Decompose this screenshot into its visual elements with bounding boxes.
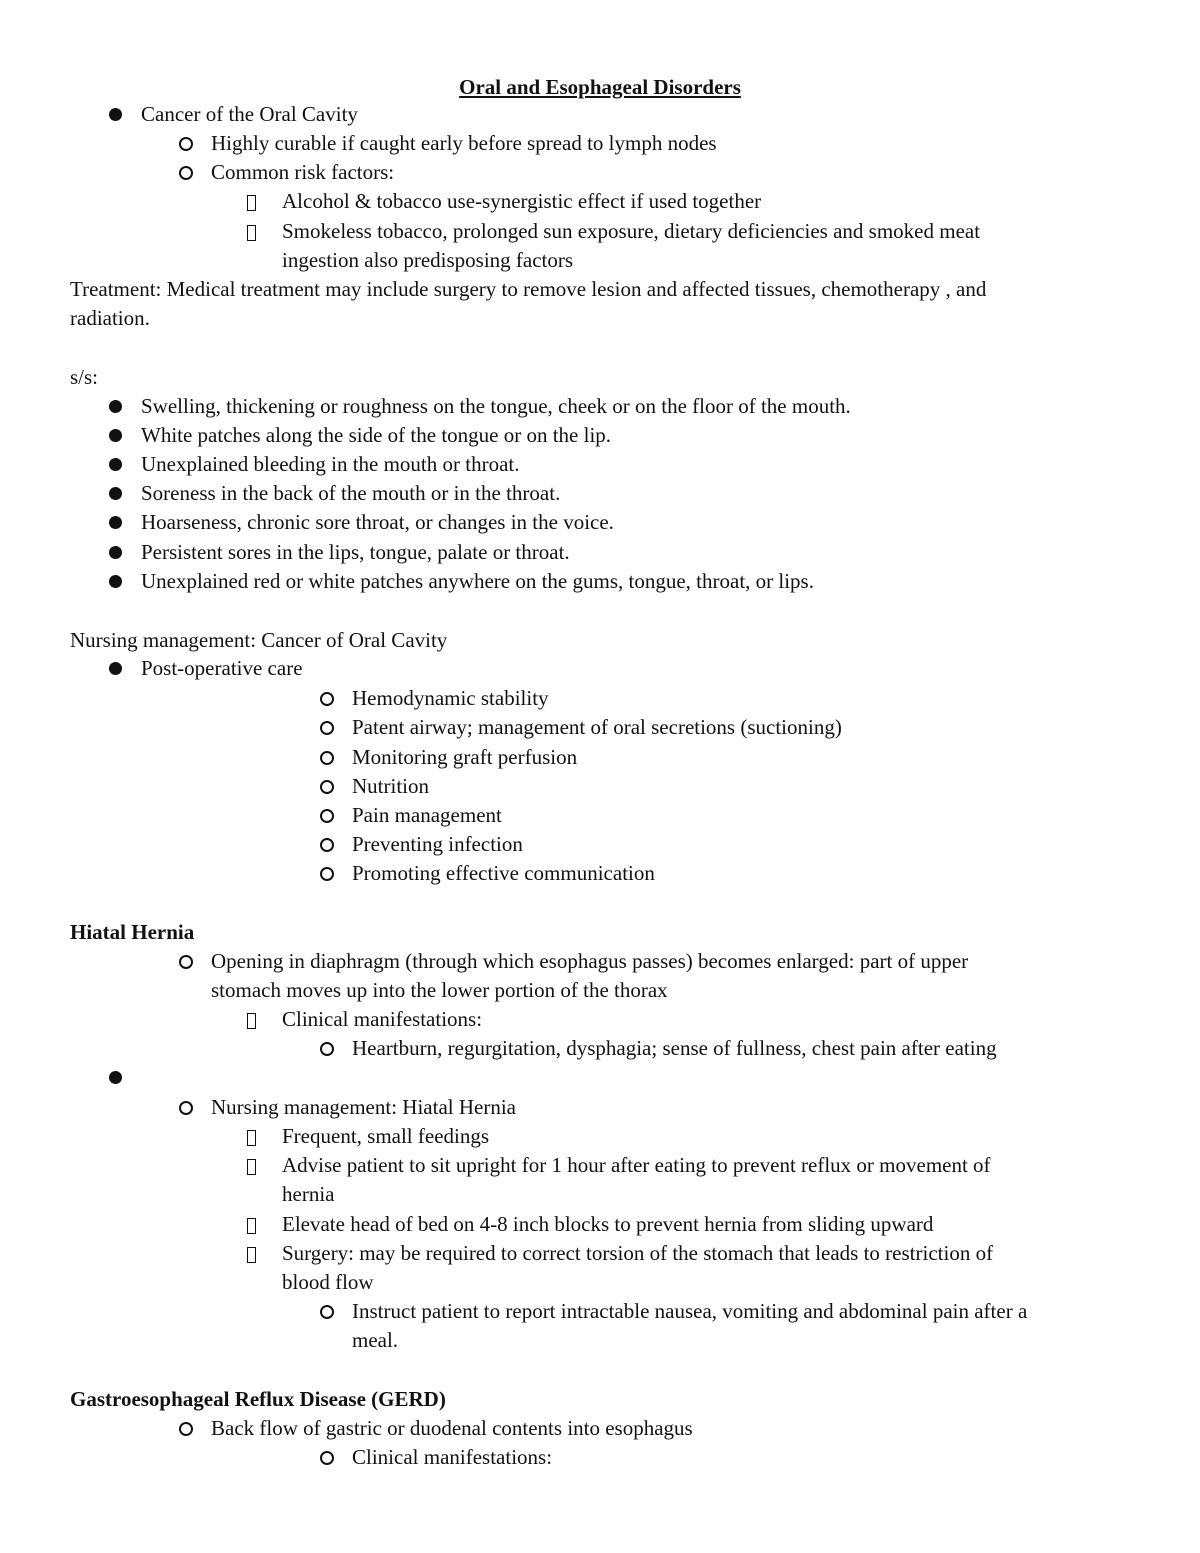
list-item-continuation: stomach moves up into the lower portion of the thorax bbox=[211, 978, 668, 1002]
bullet-disc-icon bbox=[109, 662, 122, 675]
list-item: Unexplained red or white patches anywhere on the gums, tongue, throat, or lips. bbox=[141, 569, 814, 593]
bullet-circle-icon bbox=[179, 1101, 193, 1115]
list-item: Post-operative care bbox=[141, 656, 303, 680]
section-heading-oral-cancer: Cancer of the Oral Cavity bbox=[141, 102, 358, 126]
bullet-disc-icon bbox=[109, 458, 122, 471]
bullet-square-icon bbox=[247, 1247, 256, 1263]
bullet-square-icon bbox=[247, 1013, 256, 1029]
bullet-disc-icon bbox=[109, 575, 122, 588]
list-item: Swelling, thickening or roughness on the tongue, cheek or on the floor of the mouth. bbox=[141, 394, 851, 418]
list-item: Frequent, small feedings bbox=[282, 1124, 490, 1148]
list-item: Soreness in the back of the mouth or in the throat. bbox=[141, 481, 561, 505]
treatment-text: Treatment: Medical treatment may include surgery to remove lesion and affected tissues, chemotherapy , and bbox=[70, 277, 987, 301]
list-item-continuation: blood flow bbox=[282, 1270, 374, 1294]
list-item: Hoarseness, chronic sore throat, or changes in the voice. bbox=[141, 510, 614, 534]
bullet-square-icon bbox=[247, 225, 256, 241]
bullet-circle-icon bbox=[179, 1422, 193, 1436]
list-item: Opening in diaphragm (through which esophagus passes) becomes enlarged: part of upper bbox=[211, 949, 969, 973]
bullet-square-icon bbox=[247, 1218, 256, 1234]
bullet-circle-icon bbox=[320, 780, 334, 794]
bullet-circle-icon bbox=[320, 1042, 334, 1056]
list-item: Common risk factors: bbox=[211, 160, 395, 184]
list-item: Advise patient to sit upright for 1 hour after eating to prevent reflux or movement of bbox=[282, 1153, 991, 1177]
bullet-circle-icon bbox=[179, 137, 193, 151]
list-item: Monitoring graft perfusion bbox=[352, 745, 578, 769]
bullet-disc-icon bbox=[109, 108, 122, 121]
list-item: Highly curable if caught early before spread to lymph nodes bbox=[211, 131, 717, 155]
bullet-square-icon bbox=[247, 1130, 256, 1146]
list-item-continuation: meal. bbox=[352, 1328, 399, 1352]
treatment-text-continuation: radiation. bbox=[70, 306, 150, 330]
bullet-circle-icon bbox=[179, 955, 193, 969]
list-item: Hemodynamic stability bbox=[352, 686, 549, 710]
list-item: Nutrition bbox=[352, 774, 429, 798]
bullet-disc-icon bbox=[109, 400, 122, 413]
bullet-circle-icon bbox=[320, 838, 334, 852]
list-item: Nursing management: Hiatal Hernia bbox=[211, 1095, 516, 1119]
section-heading-gerd: Gastroesophageal Reflux Disease (GERD) bbox=[70, 1387, 446, 1411]
signs-symptoms-label: s/s: bbox=[70, 365, 99, 389]
list-item: Patent airway; management of oral secretions (suctioning) bbox=[352, 715, 842, 739]
list-item: Promoting effective communication bbox=[352, 861, 655, 885]
list-item: Unexplained bleeding in the mouth or throat. bbox=[141, 452, 520, 476]
list-item: Persistent sores in the lips, tongue, palate or throat. bbox=[141, 540, 570, 564]
list-item: Preventing infection bbox=[352, 832, 523, 856]
list-item: Pain management bbox=[352, 803, 502, 827]
list-item: Alcohol & tobacco use-synergistic effect if used together bbox=[282, 189, 762, 213]
bullet-square-icon bbox=[247, 195, 256, 211]
list-item: Clinical manifestations: bbox=[352, 1445, 553, 1469]
list-item: Clinical manifestations: bbox=[282, 1007, 483, 1031]
bullet-circle-icon bbox=[320, 1305, 334, 1319]
list-item: White patches along the side of the tongue or on the lip. bbox=[141, 423, 612, 447]
bullet-circle-icon bbox=[320, 867, 334, 881]
list-item-continuation: hernia bbox=[282, 1182, 335, 1206]
bullet-circle-icon bbox=[179, 166, 193, 180]
page-title: Oral and Esophageal Disorders bbox=[459, 75, 741, 99]
list-item: Elevate head of bed on 4-8 inch blocks to prevent hernia from sliding upward bbox=[282, 1212, 934, 1236]
bullet-square-icon bbox=[247, 1159, 256, 1175]
bullet-circle-icon bbox=[320, 692, 334, 706]
list-item: Heartburn, regurgitation, dysphagia; sense of fullness, chest pain after eating bbox=[352, 1036, 997, 1060]
bullet-disc-icon bbox=[109, 516, 122, 529]
list-item: Back flow of gastric or duodenal contents into esophagus bbox=[211, 1416, 693, 1440]
bullet-disc-icon bbox=[109, 1071, 122, 1084]
section-heading-hiatal-hernia: Hiatal Hernia bbox=[70, 920, 195, 944]
list-item: Surgery: may be required to correct torsion of the stomach that leads to restriction of bbox=[282, 1241, 994, 1265]
bullet-circle-icon bbox=[320, 1451, 334, 1465]
bullet-circle-icon bbox=[320, 751, 334, 765]
nursing-management-heading: Nursing management: Cancer of Oral Cavity bbox=[70, 628, 448, 652]
bullet-disc-icon bbox=[109, 546, 122, 559]
bullet-circle-icon bbox=[320, 721, 334, 735]
bullet-circle-icon bbox=[320, 809, 334, 823]
bullet-disc-icon bbox=[109, 487, 122, 500]
list-item: Smokeless tobacco, prolonged sun exposure, dietary deficiencies and smoked meat bbox=[282, 219, 981, 243]
list-item-continuation: ingestion also predisposing factors bbox=[282, 248, 574, 272]
list-item: Instruct patient to report intractable nausea, vomiting and abdominal pain after a bbox=[352, 1299, 1028, 1323]
bullet-disc-icon bbox=[109, 429, 122, 442]
